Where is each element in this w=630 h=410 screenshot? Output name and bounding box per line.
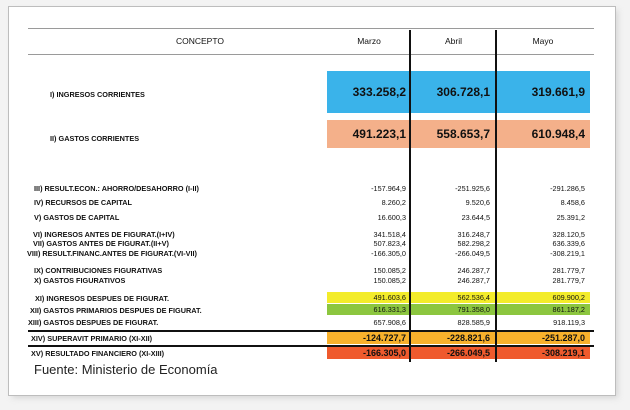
section-rule	[28, 330, 594, 332]
value-cell: 16.600,3	[377, 213, 406, 222]
value-cell: 8.458,6	[560, 198, 585, 207]
value-cell: -308.219,1	[550, 249, 585, 258]
value-cell: 918.119,3	[553, 318, 585, 327]
column-divider	[409, 30, 411, 362]
value-cell: -266.049,5	[455, 249, 490, 258]
value-cell: 491.603,6	[327, 292, 411, 303]
value-cell: -166.305,0	[327, 347, 411, 359]
value-cell: 616.331,3	[327, 304, 411, 315]
value-cell: 861.187,2	[497, 304, 590, 315]
value-cell: 25.391,2	[556, 213, 585, 222]
value-cell: 609.900,2	[497, 292, 590, 303]
value-cell: 150.085,2	[373, 276, 406, 285]
value-cell: 319.661,9	[497, 71, 590, 113]
value-cell: 341.518,4	[373, 230, 406, 239]
row-label: XII) GASTOS PRIMARIOS DESPUES DE FIGURAT.	[30, 306, 202, 315]
value-cell: 246.287,7	[457, 266, 490, 275]
value-cell: -291.286,5	[550, 184, 585, 193]
header-marzo: Marzo	[357, 36, 381, 46]
header-top-rule	[28, 28, 594, 29]
value-cell: -228.821,6	[411, 332, 495, 344]
value-cell: -251.287,0	[497, 332, 590, 344]
row-label: I) INGRESOS CORRIENTES	[50, 90, 145, 99]
value-cell: 636.339,6	[552, 239, 585, 248]
value-cell: 246.287,7	[457, 276, 490, 285]
header-concepto: CONCEPTO	[175, 36, 225, 46]
header-abril: Abril	[444, 36, 462, 46]
value-cell: -124.727,7	[327, 332, 411, 344]
value-cell: 23.644,5	[461, 213, 490, 222]
value-cell: -308.219,1	[497, 347, 590, 359]
row-label: III) RESULT.ECON.: AHORRO/DESAHORRO (I-II)	[34, 184, 199, 193]
value-cell: 316.248,7	[457, 230, 490, 239]
row-label: XIV) SUPERAVIT PRIMARIO (XI-XII)	[31, 334, 153, 343]
source-caption: Fuente: Ministerio de Economía	[34, 362, 218, 377]
value-cell: -157.964,9	[371, 184, 406, 193]
value-cell: 8.260,2	[381, 198, 406, 207]
value-cell: -166.305,0	[371, 249, 406, 258]
row-label: IV) RECURSOS DE CAPITAL	[34, 198, 132, 207]
value-cell: 306.728,1	[411, 71, 495, 113]
row-label: VIII) RESULT.FINANC.ANTES DE FIGURAT.(VI-VII)	[27, 249, 197, 258]
row-label: XI) INGRESOS DESPUES DE FIGURAT.	[35, 294, 170, 303]
value-cell: 582.298,2	[457, 239, 490, 248]
value-cell: 150.085,2	[373, 266, 406, 275]
row-label: VII) GASTOS ANTES DE FIGURAT.(II+V)	[33, 239, 169, 248]
column-divider	[495, 30, 497, 362]
value-cell: 657.908,6	[373, 318, 406, 327]
value-cell: 281.779,7	[552, 266, 585, 275]
row-label: IX) CONTRIBUCIONES FIGURATIVAS	[34, 266, 163, 275]
value-cell: 828.585,9	[457, 318, 490, 327]
row-label: XIII) GASTOS DESPUES DE FIGURAT.	[28, 318, 159, 327]
value-cell: 328.120,5	[552, 230, 585, 239]
header-mayo: Mayo	[532, 36, 554, 46]
row-label: II) GASTOS CORRIENTES	[50, 134, 140, 143]
header-bottom-rule	[28, 54, 594, 55]
value-cell: 491.223,1	[327, 120, 411, 148]
row-label: X) GASTOS FIGURATIVOS	[34, 276, 126, 285]
value-cell: 562.536,4	[411, 292, 495, 303]
value-cell: 281.779,7	[552, 276, 585, 285]
value-cell: 558.653,7	[411, 120, 495, 148]
value-cell: 9.520,6	[465, 198, 490, 207]
section-rule	[28, 345, 594, 347]
value-cell: -266.049,5	[411, 347, 495, 359]
value-cell: 610.948,4	[497, 120, 590, 148]
value-cell: 791.358,0	[411, 304, 495, 315]
row-label: XV) RESULTADO FINANCIERO (XI-XIII)	[31, 349, 165, 358]
value-cell: 507.823,4	[373, 239, 406, 248]
value-cell: 333.258,2	[327, 71, 411, 113]
row-label: VI) INGRESOS ANTES DE FIGURAT.(I+IV)	[33, 230, 175, 239]
row-label: V) GASTOS DE CAPITAL	[34, 213, 120, 222]
value-cell: -251.925,6	[455, 184, 490, 193]
